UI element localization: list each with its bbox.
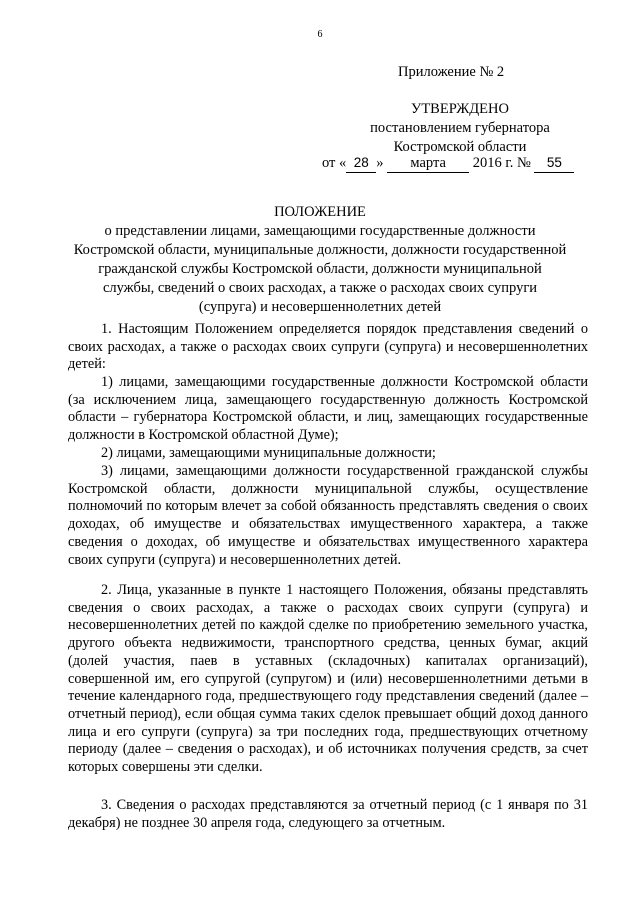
paragraph-1-item-2: 2) лицами, замещающими муниципальные должности; (101, 445, 436, 461)
paragraph-1: 1. Настоящим Положением определяется порядок представления сведений о своих расходах, а также о расходах своих супруги (супруга) и несовершеннолетних детей: (68, 321, 588, 373)
paragraph-2: 2. Лица, указанные в пункте 1 настоящего Положения, обязаны представлять сведения о своих расходах, а также о расходах своих супруги (супруга) и несовершеннолетних детей по каждой сделке по приобретению земельного участка, другого объекта недвижимости, транспортного средства, ценных бумаг, акций (долей участия, паев в уставных (складочных) капиталах организаций), совершенной им, его супругой (супругом) и (или) несовершеннолетними детьми в течение календарного года, предшествующего году представления сведений (далее – отчетный период), если общая сумма таких сделок превышает общий доход данного лица и его супруги (супруга) за три последних года, предшествующих отчетному периоду (далее – сведения о расходах), и об источниках получения средств, за счет которых совершены эти сделки. (68, 582, 588, 776)
approved-label: УТВЕРЖДЕНО (411, 101, 509, 117)
page-number: 6 (317, 29, 323, 40)
decree-date (322, 154, 574, 173)
decree-line-2: Костромской области (393, 139, 527, 155)
paragraph-3: 3. Сведения о расходах представляются за отчетный период (с 1 января по 31 декабря) не позднее 30 апреля года, следующего за отчетным. (68, 797, 588, 831)
title-line: о представлении лицами, замещающими государственные должности (104, 223, 536, 239)
approval-block (300, 100, 620, 157)
title-line: (супруга) и несовершеннолетних детей (198, 299, 442, 315)
date-mid: » (376, 155, 384, 171)
appendix-label: Приложение № 2 (398, 64, 505, 80)
date-prefix: от « (322, 155, 347, 171)
title-line: службы, сведений о своих расходах, а также о расходах своих супруги (102, 280, 538, 296)
paragraph-1-item-1: 1) лицами, замещающими государственные должности Костромской области (за исключением лица, замещающего государственную должность Костромской области – губернатора Костромской области, и лиц, замещающих государственные должности в Костромской областной Думе); (68, 374, 588, 444)
paragraph-1-item-3: 3) лицами, замещающими должности государственной гражданской службы Костромской области, должности муниципальной службы, осуществление полномочий по которым влечет за собой обязанность представлять сведения о своих доходах, об имуществе и обязательствах имущественного характера, а также сведения о доходах, об имуществе и обязательствах имущественного характера своих супруги (супруга) и несовершеннолетних детей. (68, 463, 588, 568)
decree-line-1: постановлением губернатора (370, 120, 550, 136)
title-heading: ПОЛОЖЕНИЕ (274, 204, 366, 220)
date-number: 55 (534, 154, 574, 173)
date-month: марта (387, 154, 469, 173)
date-day: 28 (346, 154, 376, 173)
title-line: гражданской службы Костромской области, должности муниципальной (98, 261, 542, 277)
date-year: 2016 г. № (472, 155, 531, 171)
title-line: Костромской области, муниципальные должности, должности государственной (73, 242, 567, 258)
document-title (0, 203, 640, 317)
